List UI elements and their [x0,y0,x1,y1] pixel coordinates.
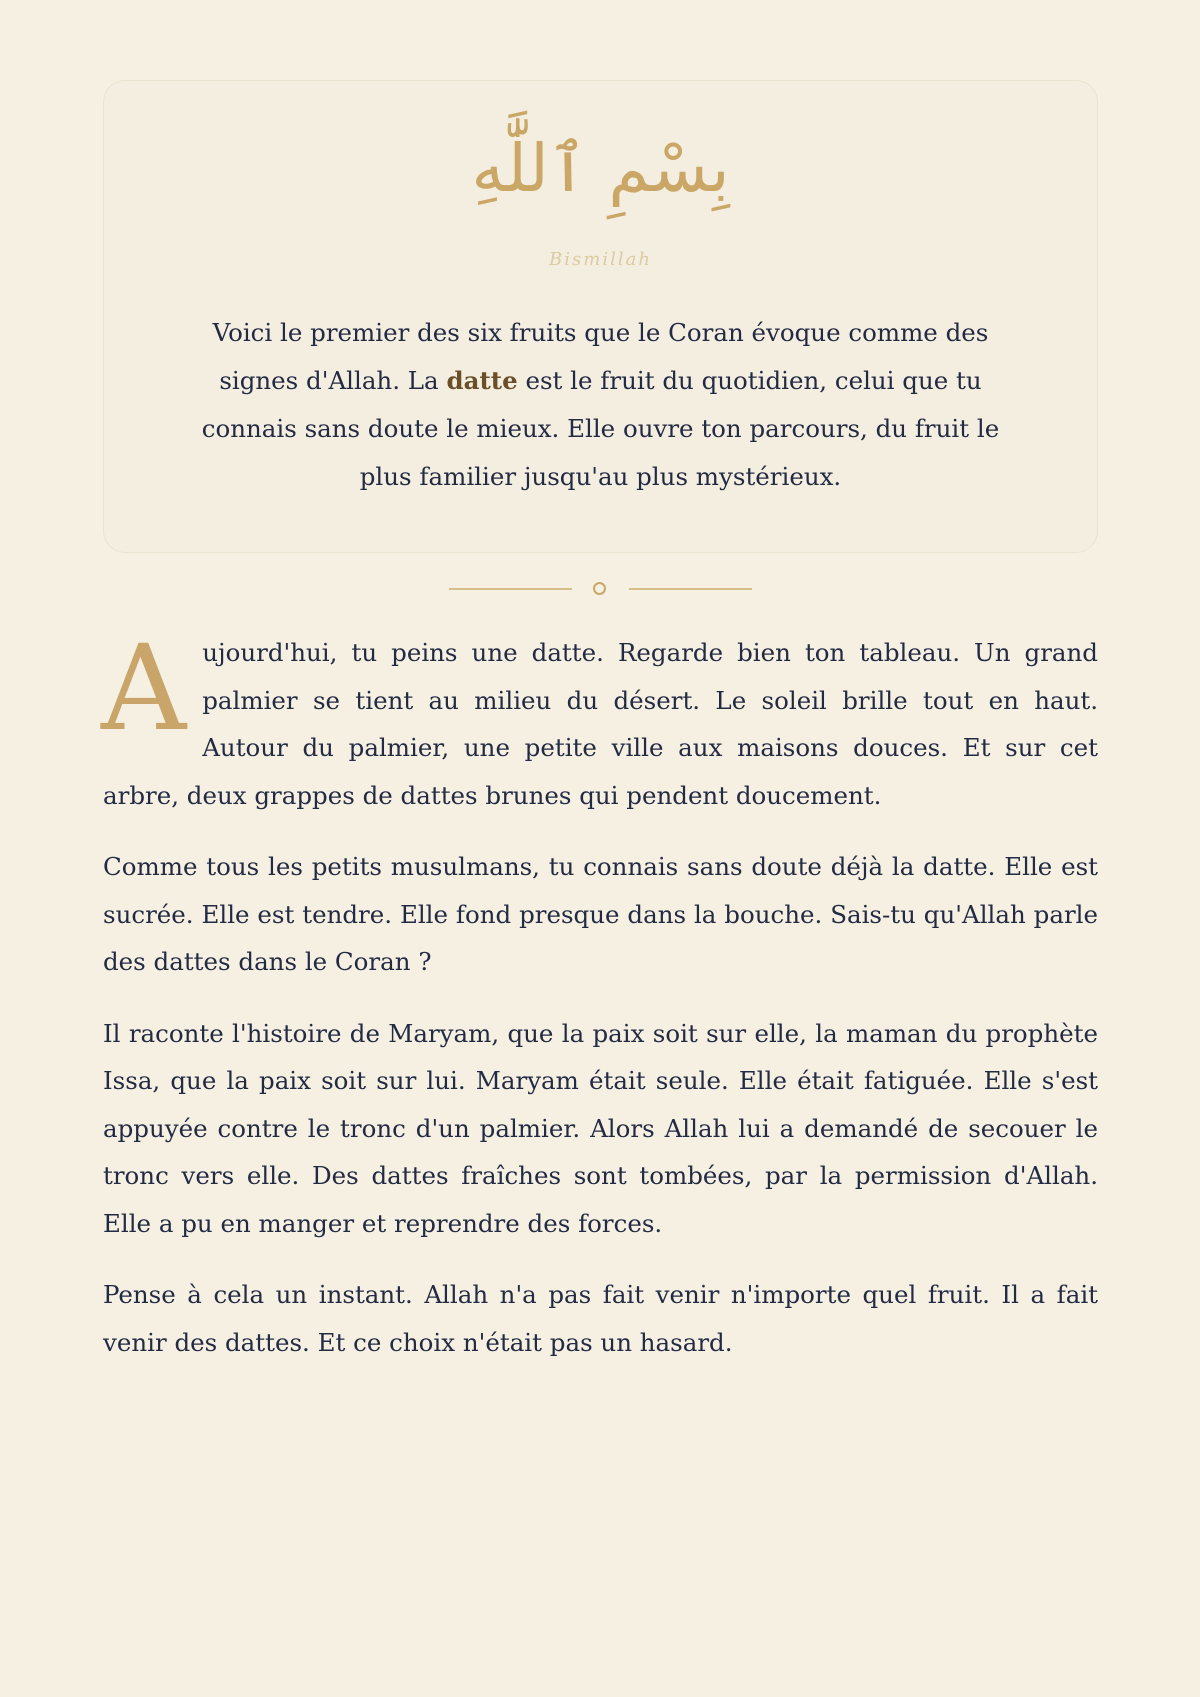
divider-circle-icon [593,582,606,595]
paragraph-1 [101,619,1098,819]
intro-highlight-word: datte [446,366,518,395]
paragraph-1-text: ujourd'hui, tu peins une datte. Regarde bien ton tableau. Un grand palmier se tient au milieu du désert. Le soleil brille tout en haut. Autour du palmier, une petite ville aux maisons douces. Et sur cet arbre, deux grappes de dattes brunes qui pendent doucement. [103,638,1098,810]
bismillah-transliteration: Bismillah [549,249,652,270]
page [103,80,1098,1390]
paragraph-2: Comme tous les petits musulmans, tu connais sans doute déjà la datte. Elle est sucrée. Elle est tendre. Elle fond presque dans la bouche. Sais-tu qu'Allah parle des dattes dans le Coran ? [103,852,1098,976]
ornament-divider [103,573,1098,603]
drop-cap: A [101,619,187,757]
paragraph-4: Pense à cela un instant. Allah n'a pas fait venir n'importe quel fruit. Il a fait venir des dattes. Et ce choix n'était pas un hasard. [103,1280,1098,1357]
paragraph-3: Il raconte l'histoire de Maryam, que la paix soit sur elle, la maman du prophète Issa, que la paix soit sur lui. Maryam était seule. Elle était fatiguée. Elle s'est appuyée contre le tronc d'un palmier. Alors Allah lui a demandé de secouer le tronc vers elle. Des dattes fraîches sont tombées, par la permission d'Allah. Elle a pu en manger et reprendre des forces. [103,1018,1098,1238]
intro-text-end: est le fruit du quotidien, celui que tu connais sans doute le mieux. Elle ouvre ton parcours, du fruit le plus familier jusqu'au plus mystérieux. [201,366,1000,491]
bismillah-arabic: بِسْمِ ٱللَّٰهِ [471,130,730,207]
intro-card [103,80,1098,553]
intro-text-start: Voici le premier des six fruits que le Coran évoque comme des signes d'Allah. La [212,318,989,395]
divider-line-right [629,588,752,590]
intro-text [184,309,1017,501]
story-body [101,619,1098,1366]
divider-line-left [449,588,572,590]
